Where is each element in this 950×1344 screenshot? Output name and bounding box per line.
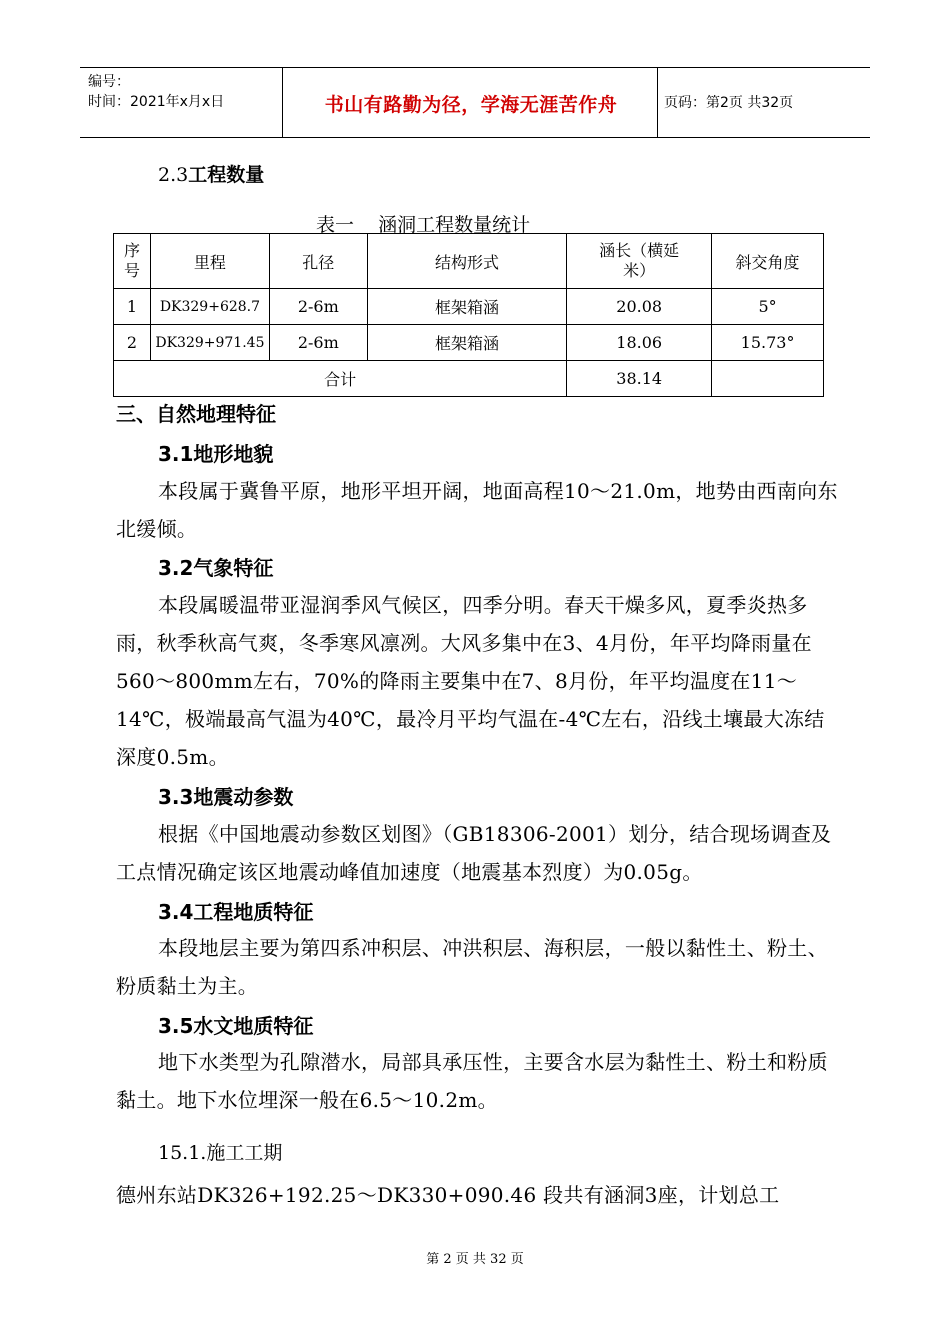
section-15-1-body: 德州东站DK326+192.25～DK330+090.46 段共有涵洞3座，计划总工 (116, 1183, 780, 1207)
table-cell: DK329+628.7 (150, 289, 269, 325)
section-3-1-heading: 3.1地形地貌 (158, 442, 274, 466)
table-cell: 框架箱涵 (367, 325, 567, 361)
table-header-cell: 结构形式 (367, 234, 567, 289)
header-divider (282, 68, 283, 137)
table-cell: 5° (712, 289, 824, 325)
table-cell: 2 (114, 325, 151, 361)
section-3-5-heading: 3.5水文地质特征 (158, 1014, 314, 1038)
page-footer: 第 2 页 共 32 页 (426, 1252, 524, 1267)
table-row (114, 289, 824, 325)
table-header-row (114, 234, 824, 289)
section-number: 2.3 (158, 164, 189, 186)
table-cell: 18.06 (567, 325, 712, 361)
table-total-value: 38.14 (567, 361, 712, 397)
table-cell (712, 361, 824, 397)
section-3-4-heading: 3.4工程地质特征 (158, 900, 314, 924)
table-header-cell: 涵长（横延米） (567, 234, 712, 289)
header-page-info: 页码：第2页 共32页 (664, 95, 794, 111)
section-3-4-body: 本段地层主要为第四系冲积层、冲洪积层、海积层，一般以黏性土、粉土、粉质黏土为主。 (116, 936, 828, 998)
culvert-quantity-table (113, 233, 824, 397)
table-cell: 2-6m (269, 289, 367, 325)
table-total-row (114, 361, 824, 397)
table-row (114, 325, 824, 361)
section-2-3-heading (158, 160, 264, 187)
chapter-3-heading: 三、自然地理特征 (116, 402, 276, 426)
table-cell: DK329+971.45 (150, 325, 269, 361)
header-divider (657, 68, 658, 137)
section-3-2-heading: 3.2气象特征 (158, 556, 274, 580)
table-cell: 1 (114, 289, 151, 325)
table-cell: 15.73° (712, 325, 824, 361)
section-title: 工程数量 (188, 164, 265, 186)
section-3-3-body: 根据《中国地震动参数区划图》（GB18306-2001）划分，结合现场调查及工点情况确定该区地震动峰值加速度（地震基本烈度）为0.05g。 (116, 822, 832, 884)
table-cell: 2-6m (269, 325, 367, 361)
table-header-cell: 里程 (150, 234, 269, 289)
section-3-2-body: 本段属暖温带亚湿润季风气候区，四季分明。春天干燥多风，夏季炎热多雨，秋季秋高气爽，冬季寒风凛冽。大风多集中在3、4月份，年平均降雨量在560～800mm左右，70%的降雨主要集中在7、8月份，年平均温度在11～14℃，极端最高气温为40℃，最冷月平均气温在-4℃左右，沿线土壤最大冻结深度0.5m。 (116, 593, 825, 769)
table-header-cell: 斜交角度 (712, 234, 824, 289)
code-label: 编号： (88, 74, 130, 90)
section-3-3-heading: 3.3地震动参数 (158, 785, 294, 809)
table-total-label: 合计 (114, 361, 567, 397)
table-header-cell: 孔径 (269, 234, 367, 289)
header-meta (88, 72, 224, 112)
time-label: 时间：2021年x月x日 (88, 94, 225, 110)
table-header-cell: 序号 (114, 234, 151, 289)
section-15-1-heading: 15.1.施工工期 (158, 1142, 283, 1164)
document-header (80, 67, 870, 138)
table-cell: 框架箱涵 (367, 289, 567, 325)
section-3-5-body: 地下水类型为孔隙潜水，局部具承压性，主要含水层为黏性土、粉土和粉质黏土。地下水位埋深一般在6.5～10.2m。 (116, 1050, 828, 1112)
table-cell: 20.08 (567, 289, 712, 325)
table-caption: 表一 涵洞工程数量统计 (316, 214, 531, 236)
header-motto: 书山有路勤为径，学海无涯苦作舟 (324, 94, 618, 116)
section-3-1-body: 本段属于冀鲁平原，地形平坦开阔，地面高程10～21.0m，地势由西南向东北缓倾。 (116, 479, 838, 541)
